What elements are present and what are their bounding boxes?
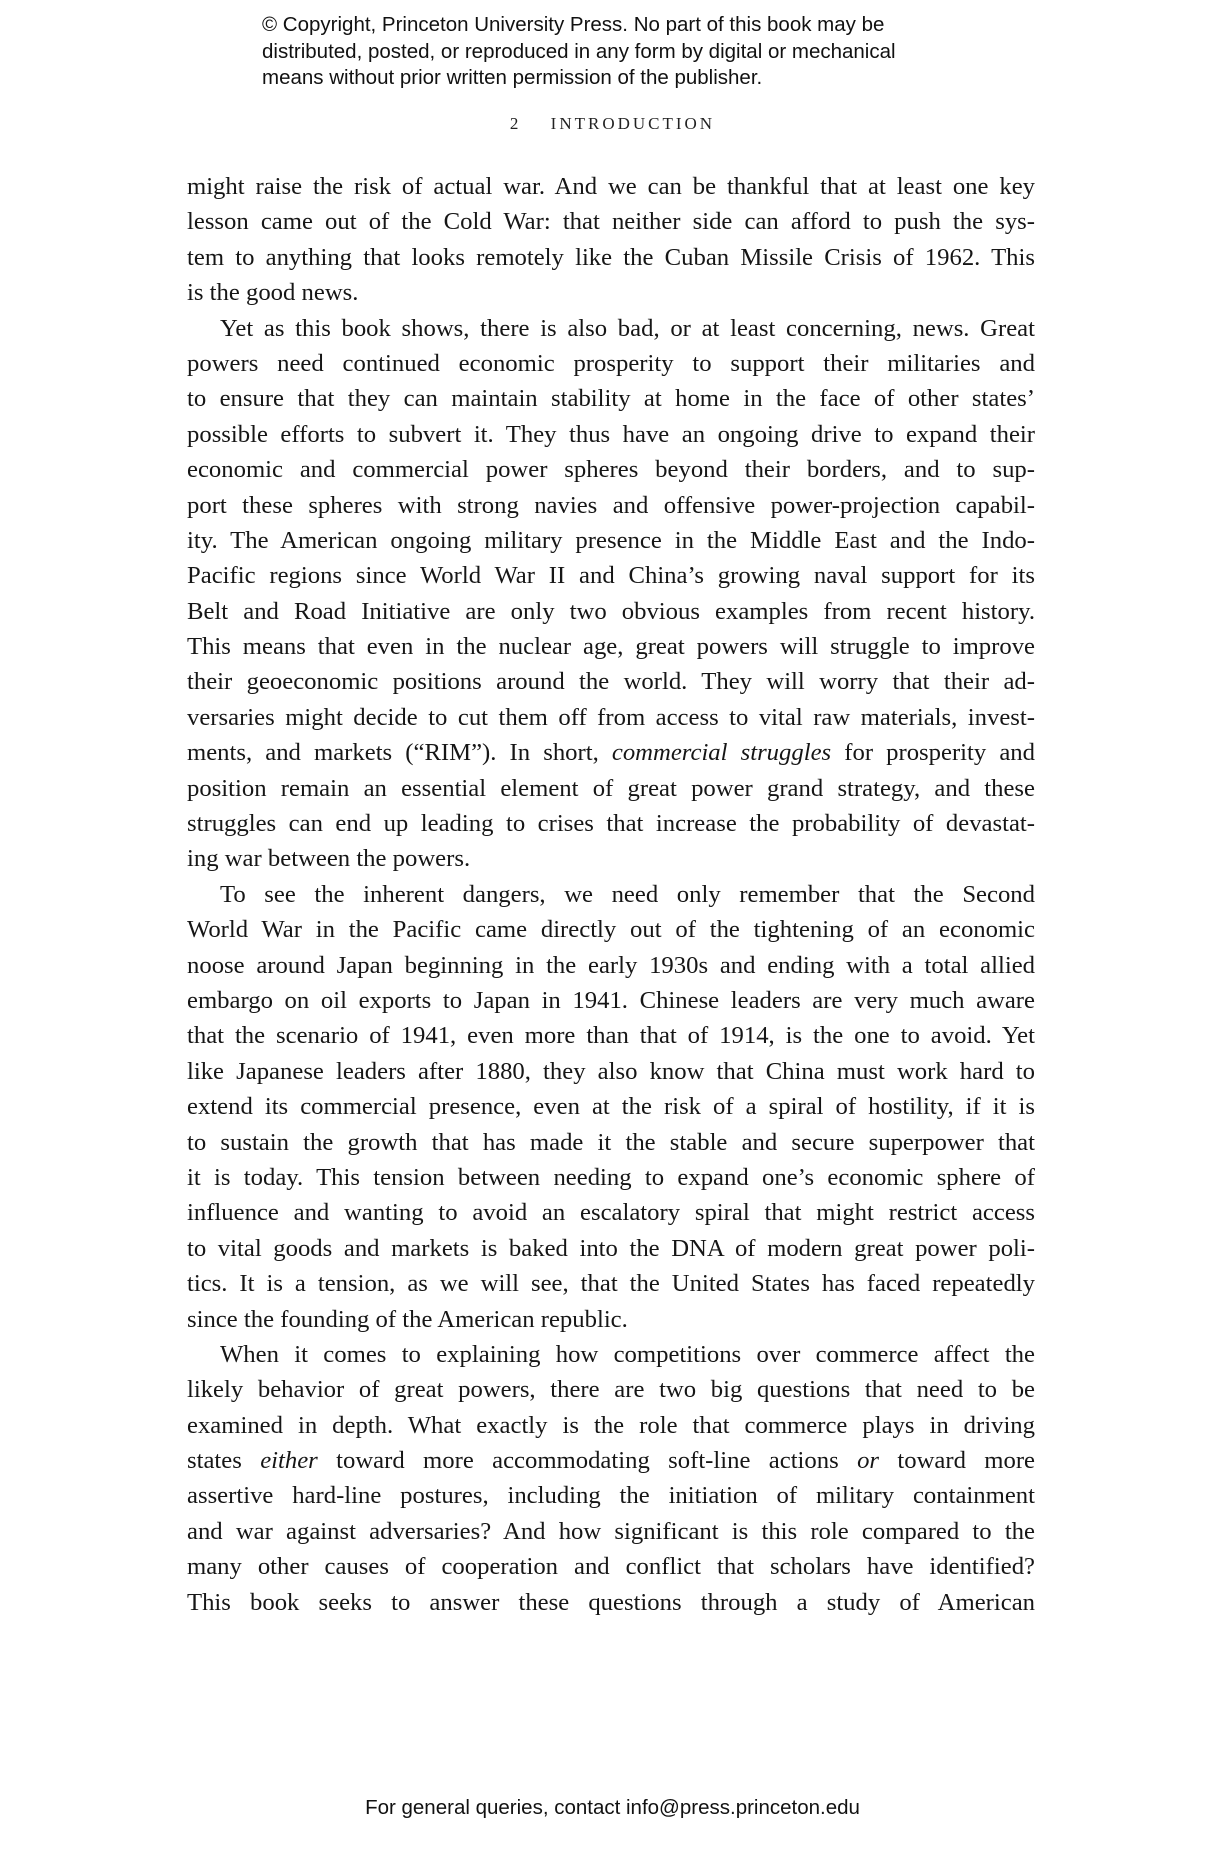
- text-segment: states: [187, 1447, 261, 1475]
- italic-phrase: or: [857, 1447, 880, 1475]
- text-segment: toward more accommodating soft-line actions: [317, 1447, 858, 1475]
- text-line: World War in the Pacific came directly out of the tightening of an economic: [187, 916, 1035, 944]
- text-line: to ensure that they can maintain stability at home in the face of other states’: [187, 385, 1035, 413]
- text-line: port these spheres with strong navies and offensive power-projection capabil-: [187, 491, 1035, 519]
- text-line: and war against adversaries? And how significant is this role compared to the: [187, 1517, 1035, 1545]
- text-line: Pacific regions since World War II and China’s growing naval support for its: [187, 562, 1035, 590]
- text-line: Belt and Road Initiative are only two obvious examples from recent history.: [187, 597, 1035, 625]
- copyright-line: distributed, posted, or reproduced in any form by digital or mechanical: [262, 39, 896, 63]
- text-line: influence and wanting to avoid an escalatory spiral that might restrict access: [187, 1199, 1035, 1227]
- text-line: might raise the risk of actual war. And we can be thankful that at least one key: [187, 173, 1035, 200]
- text-line: likely behavior of great powers, there are two big questions that need to be: [187, 1376, 1035, 1404]
- text-line: like Japanese leaders after 1880, they also know that China must work hard to: [187, 1057, 1035, 1085]
- text-line: economic and commercial power spheres beyond their borders, and to sup-: [187, 456, 1035, 484]
- copyright-line: © Copyright, Princeton University Press. No part of this book may be: [262, 13, 885, 36]
- text-line: [187, 735, 1035, 770]
- text-line: position remain an essential element of great power grand strategy, and these: [187, 774, 1035, 802]
- text-line: noose around Japan beginning in the early 1930s and ending with a total allied: [187, 951, 1035, 979]
- text-line: struggles can end up leading to crises that increase the probability of devastat-: [187, 810, 1035, 838]
- text-segment: toward more: [879, 1447, 1035, 1475]
- text-line: versaries might decide to cut them off from access to vital raw materials, invest-: [187, 703, 1035, 731]
- text-line: since the founding of the American republic.: [187, 1305, 628, 1333]
- chapter-title: INTRODUCTION: [550, 114, 716, 133]
- text-line: tem to anything that looks remotely like the Cuban Missile Crisis of 1962. This: [187, 243, 1035, 271]
- text-segment: for prosperity and: [831, 739, 1035, 767]
- text-line: tics. It is a tension, as we will see, that the United States has faced repeatedly: [187, 1270, 1035, 1298]
- text-line: examined in depth. What exactly is the role that commerce plays in driving: [187, 1411, 1035, 1439]
- italic-phrase: commercial struggles: [611, 739, 832, 767]
- text-line: When it comes to explaining how competitions over commerce affect the: [220, 1340, 1035, 1368]
- text-line: possible efforts to subvert it. They thus have an ongoing drive to expand their: [187, 420, 1035, 448]
- text-line: is the good news.: [187, 279, 359, 307]
- footer-contact: For general queries, contact info@press.princeton.edu: [365, 1796, 860, 1819]
- text-line: powers need continued economic prosperity to support their militaries and: [187, 349, 1035, 377]
- text-line: assertive hard-line postures, including the initiation of military containment: [187, 1482, 1035, 1510]
- running-head: [0, 114, 1225, 134]
- text-line: their geoeconomic positions around the world. They will worry that their ad-: [187, 668, 1035, 696]
- text-line: ity. The American ongoing military presence in the Middle East and the Indo-: [187, 526, 1035, 554]
- italic-phrase: either: [260, 1447, 318, 1475]
- text-line: to vital goods and markets is baked into the DNA of modern great power poli-: [187, 1234, 1035, 1262]
- text-line: lesson came out of the Cold War: that neither side can afford to push the sys-: [187, 208, 1035, 236]
- page-number: 2: [509, 114, 522, 133]
- text-line: to sustain the growth that has made it the stable and secure superpower that: [187, 1128, 1035, 1156]
- text-line: This means that even in the nuclear age, great powers will struggle to improve: [187, 633, 1035, 661]
- text-line: Yet as this book shows, there is also bad, or at least concerning, news. Great: [220, 314, 1035, 342]
- text-line: ing war between the powers.: [187, 845, 471, 873]
- text-line: embargo on oil exports to Japan in 1941. Chinese leaders are very much aware: [187, 986, 1035, 1014]
- copyright-notice: [262, 12, 962, 92]
- text-line: [187, 1443, 1035, 1478]
- copyright-line: means without prior written permission of the publisher.: [262, 66, 763, 89]
- text-line: To see the inherent dangers, we need only remember that the Second: [220, 880, 1035, 908]
- text-segment: ments, and markets (“RIM”). In short,: [187, 739, 612, 767]
- text-line: that the scenario of 1941, even more than that of 1914, is the one to avoid. Yet: [187, 1022, 1035, 1050]
- text-line: many other causes of cooperation and conflict that scholars have identified?: [187, 1553, 1035, 1581]
- text-line: extend its commercial presence, even at the risk of a spiral of hostility, if it is: [187, 1093, 1035, 1121]
- body-text: [187, 169, 1035, 1620]
- text-line: it is today. This tension between needing to expand one’s economic sphere of: [187, 1163, 1035, 1191]
- text-line: This book seeks to answer these questions through a study of American: [187, 1588, 1035, 1616]
